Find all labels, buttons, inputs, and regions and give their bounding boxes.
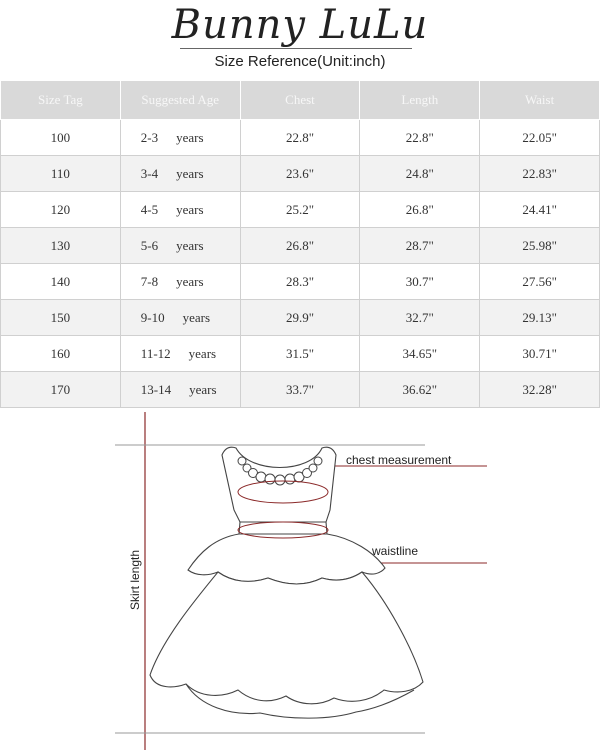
dress-outline-icon [150,447,423,718]
chest-cell: 26.8" [240,228,360,264]
age-range: 4-5 [140,201,159,217]
waistline-label: waistline [372,544,419,558]
size-tag-cell: 160 [1,336,121,372]
waist-cell: 25.98" [480,228,600,264]
size-tag-cell: 130 [1,228,121,264]
header-size-tag: Size Tag [1,81,121,120]
dress-diagram [0,400,600,753]
age-range: 11-12 [140,345,171,361]
waist-cell: 30.71" [480,336,600,372]
chest-cell: 23.6" [240,156,360,192]
table-row [1,156,600,192]
size-tag-cell: 110 [1,156,121,192]
size-tag-cell: 150 [1,300,121,336]
header-length: Length [360,81,480,120]
age-unit: years [176,165,204,181]
length-cell: 34.65" [360,336,480,372]
header-waist: Waist [480,81,600,120]
chest-cell: 33.7" [240,372,360,408]
age-unit: years [176,237,204,253]
chest-cell: 31.5" [240,336,360,372]
size-tag-cell: 120 [1,192,121,228]
waist-cell: 29.13" [480,300,600,336]
length-cell: 32.7" [360,300,480,336]
length-cell: 30.7" [360,264,480,300]
age-unit: years [176,129,204,145]
size-table [0,80,600,408]
age-range: 7-8 [140,273,159,289]
table-row [1,264,600,300]
age-unit: years [188,345,217,361]
table-row [1,120,600,156]
age-cell [120,336,240,372]
waist-cell: 22.83" [480,156,600,192]
size-tag-cell: 140 [1,264,121,300]
age-unit: years [182,309,211,325]
waist-cell: 22.05" [480,120,600,156]
length-cell: 28.7" [360,228,480,264]
header-chest: Chest [240,81,360,120]
age-cell [120,156,240,192]
age-unit: years [176,201,204,217]
brand-logo: Bunny LuLu [171,2,429,48]
length-cell: 24.8" [360,156,480,192]
page-subtitle: Size Reference(Unit:inch) [214,53,386,70]
chest-cell: 22.8" [240,120,360,156]
age-unit: years [176,273,204,289]
skirt-length-label: Skirt length [128,549,142,610]
age-cell [120,192,240,228]
table-row [1,300,600,336]
size-tag-cell: 170 [1,372,121,408]
chest-measurement-label: chest measurement [346,453,452,467]
table-header-row [1,81,600,120]
size-tag-cell: 100 [1,120,121,156]
age-cell [120,228,240,264]
length-cell: 36.62" [360,372,480,408]
age-cell [120,264,240,300]
length-cell: 26.8" [360,192,480,228]
age-range: 13-14 [140,381,172,397]
waist-cell: 27.56" [480,264,600,300]
table-row [1,336,600,372]
age-range: 5-6 [140,237,159,253]
chest-cell: 29.9" [240,300,360,336]
header-suggested-age: Suggested Age [120,81,240,120]
age-range: 2-3 [140,129,159,145]
table-row [1,228,600,264]
age-unit: years [189,381,217,397]
brand-underline [180,48,412,49]
table-row [1,192,600,228]
waist-cell: 24.41" [480,192,600,228]
age-cell [120,300,240,336]
age-range: 9-10 [140,309,165,325]
age-range: 3-4 [140,165,159,181]
chest-cell: 28.3" [240,264,360,300]
waist-cell: 32.28" [480,372,600,408]
chest-cell: 25.2" [240,192,360,228]
length-cell: 22.8" [360,120,480,156]
age-cell [120,120,240,156]
